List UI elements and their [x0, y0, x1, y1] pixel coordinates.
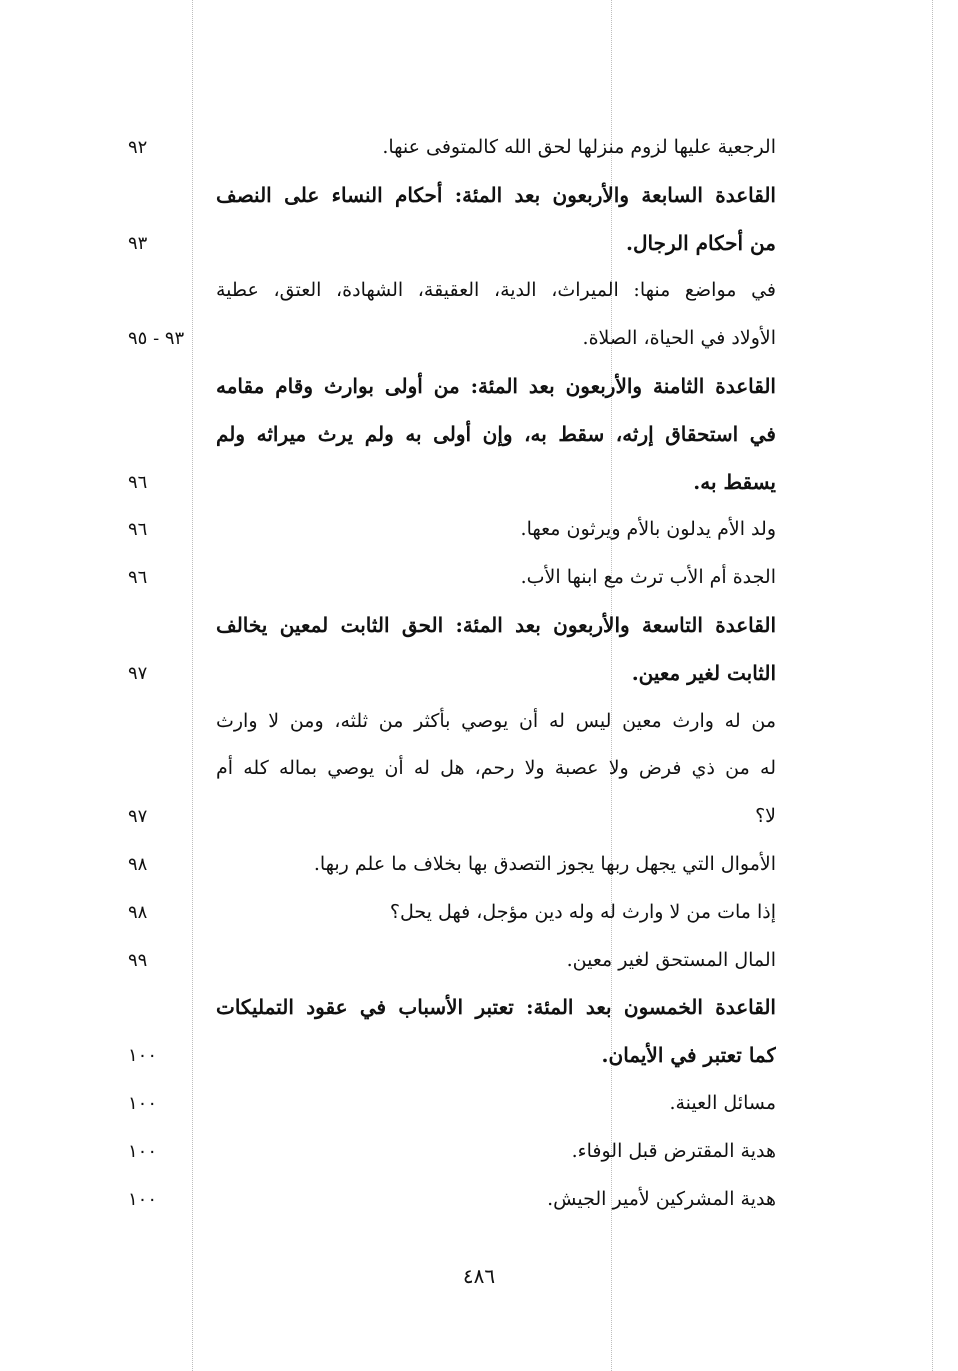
toc-entry	[0, 1080, 958, 1128]
toc-entry	[0, 650, 958, 698]
toc-page-number: ٩٢	[128, 137, 148, 158]
toc-entry	[0, 889, 958, 937]
topic-text: الأولاد في الحياة، الصلاة.	[582, 327, 776, 350]
rule-heading: كما تعتبر في الأيمان.	[601, 1043, 776, 1068]
table-of-contents	[0, 124, 958, 1223]
topic-text: من له وارث معين ليس له أن يوصي بأكثر من ثلثه، ومن لا وارث	[216, 709, 776, 732]
topic-text: ولد الأم يدلون بالأم ويرثون معها.	[520, 518, 776, 541]
toc-entry	[0, 554, 958, 602]
page-number: ٤٨٦	[462, 1264, 496, 1288]
toc-page-number: ١٠٠	[128, 1188, 158, 1210]
toc-entry	[0, 1032, 958, 1080]
toc-page-number: ١٠٠	[128, 1092, 158, 1114]
toc-entry	[0, 172, 958, 220]
toc-entry	[0, 411, 958, 459]
toc-page-number: ٩٦	[128, 519, 148, 541]
toc-entry	[0, 124, 958, 172]
topic-text: الرجعية عليها لزوم منزلها لحق الله كالمتوفى عنها.	[382, 136, 776, 158]
toc-entry	[0, 363, 958, 411]
toc-entry	[0, 506, 958, 554]
toc-page-number: ٩٩	[128, 949, 148, 971]
toc-page-number: ٩٨	[128, 901, 148, 923]
topic-text: المال المستحق لغير معين.	[566, 948, 776, 971]
toc-entry	[0, 459, 958, 507]
toc-page-number: ٩٧	[128, 662, 148, 684]
topic-text: مسائل العينة.	[669, 1091, 776, 1114]
toc-page-number: ٩٣	[128, 232, 148, 254]
topic-text: الجدة أم الأب ترث مع ابنها الأب.	[520, 566, 776, 589]
toc-entry	[0, 698, 958, 746]
rule-heading: الثابت لغير معين.	[631, 660, 776, 685]
toc-page-number: ٩٦	[128, 471, 148, 493]
topic-text: لا؟	[755, 805, 776, 828]
toc-page-number: ٩٧	[128, 806, 148, 828]
toc-entry	[0, 1176, 958, 1224]
topic-text: في مواضع منها: الميراث، الدية، العقيقة، الشهادة، العتق، عطية	[216, 279, 776, 302]
toc-entry	[0, 1128, 958, 1176]
toc-entry	[0, 937, 958, 985]
rule-heading: القاعدة الخمسون بعد المئة: تعتبر الأسباب في عقود التمليكات	[216, 995, 776, 1020]
rule-heading: القاعدة التاسعة والأربعون بعد المئة: الحق الثابت لمعين يخالف	[216, 612, 776, 637]
toc-page-number: ٩٦	[128, 567, 148, 589]
toc-entry	[0, 841, 958, 889]
topic-text: هدية المشركين لأمير الجيش.	[547, 1187, 776, 1210]
topic-text: هدية المقترض قبل الوفاء.	[571, 1139, 776, 1162]
toc-entry	[0, 745, 958, 793]
toc-page-number: ٩٣ - ٩٥	[128, 328, 185, 350]
toc-entry	[0, 267, 958, 315]
toc-entry	[0, 220, 958, 268]
toc-entry	[0, 793, 958, 841]
rule-heading: في استحقاق إرثه، سقط به، وإن أولى به ولم يرث ميراثه ولم	[216, 421, 776, 446]
rule-heading: من أحكام الرجال.	[626, 230, 776, 255]
topic-text: الأموال التي يجهل ربها يجوز التصدق بها بخلاف ما علم ربها.	[313, 852, 776, 875]
toc-page-number: ٩٨	[128, 853, 148, 875]
rule-heading: يسقط به.	[693, 469, 776, 494]
toc-entry	[0, 602, 958, 650]
toc-page-number: ١٠٠	[128, 1045, 158, 1067]
toc-entry	[0, 984, 958, 1032]
topic-text: إذا مات من لا وارث له وله دين مؤجل، فهل يحل؟	[389, 900, 776, 923]
toc-entry	[0, 315, 958, 363]
toc-page-number: ١٠٠	[128, 1140, 158, 1162]
topic-text: له من ذي فرض ولا عصبة ولا رحم، هل له أن يوصي بماله كله أم	[216, 757, 776, 780]
rule-heading: القاعدة السابعة والأربعون بعد المئة: أحكام النساء على النصف	[216, 182, 776, 207]
rule-heading: القاعدة الثامنة والأربعون بعد المئة: من أولى بوارث وقام مقامه	[216, 373, 776, 398]
